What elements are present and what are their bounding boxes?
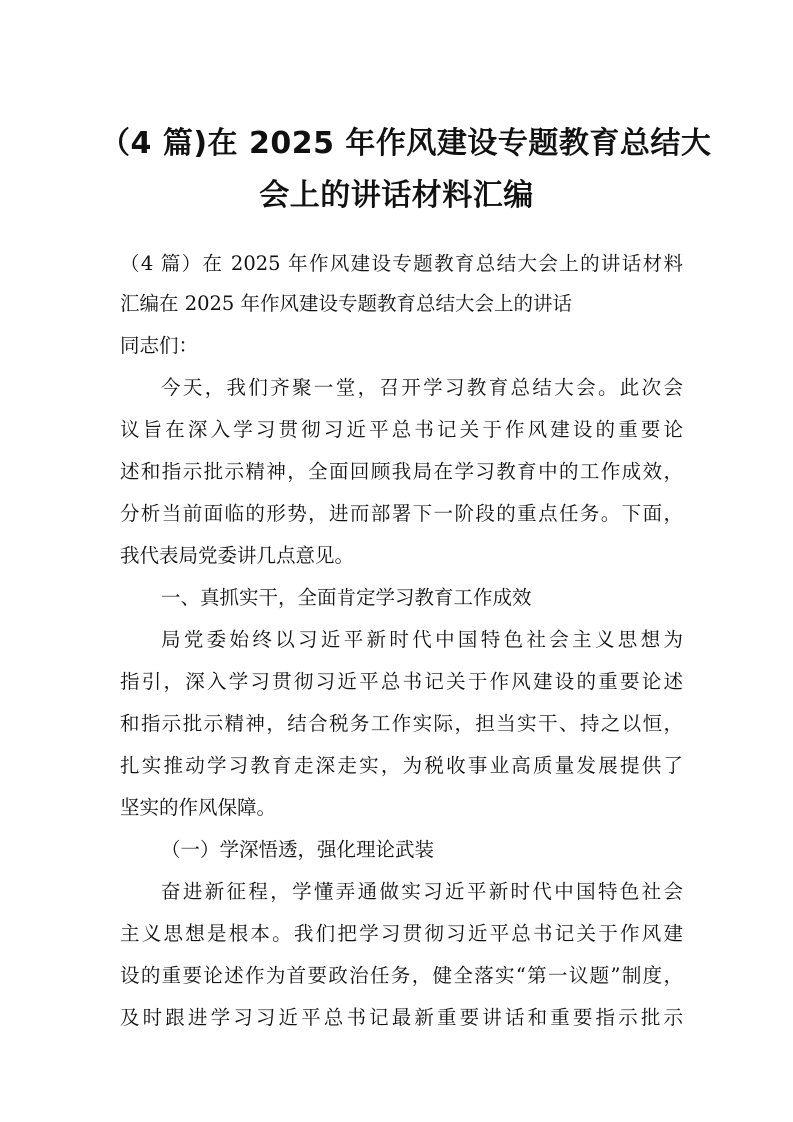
- subtitle-line-2: 汇编在 2025 年作风建设专题教育总结大会上的讲话: [120, 292, 573, 315]
- subheading-1: （一）学深悟透，强化理论武装: [161, 838, 435, 861]
- paragraph-2-line-4: 扎实推动学习教育走深走实，为税收事业高质量发展提供了: [120, 754, 683, 777]
- paragraph-2-line-1: 局党委始终以习近平新时代中国特色社会主义思想为: [161, 628, 683, 651]
- section-heading-1: 一、真抓实干，全面肯定学习教育工作成效: [161, 586, 532, 609]
- salutation: 同志们：: [120, 334, 199, 357]
- paragraph-1-line-3: 述和指示批示精神，全面回顾我局在学习教育中的工作成效，: [120, 460, 683, 483]
- title-line-1: （4 篇)在 2025 年作风建设专题教育总结大: [100, 126, 712, 161]
- paragraph-1-line-4: 分析当前面临的形势，进而部署下一阶段的重点任务。下面，: [120, 502, 683, 525]
- paragraph-3-line-3: 设的重要论述作为首要政治任务，健全落实“第一议题”制度，: [120, 964, 683, 987]
- paragraph-3-line-4: 及时跟进学习习近平总书记最新重要讲话和重要指示批示: [120, 1006, 683, 1029]
- paragraph-2-line-3: 和指示批示精神，结合税务工作实际，担当实干、持之以恒，: [120, 712, 683, 735]
- paragraph-1-line-1: 今天，我们齐聚一堂，召开学习教育总结大会。此次会: [161, 376, 683, 399]
- title-line-2: 会上的讲话材料汇编: [259, 178, 534, 213]
- paragraph-1-line-5: 我代表局党委讲几点意见。: [120, 544, 355, 567]
- paragraph-3-line-1: 奋进新征程，学懂弄通做实习近平新时代中国特色社会: [161, 880, 683, 903]
- paragraph-2-line-2: 指引，深入学习贯彻习近平总书记关于作风建设的重要论述: [120, 670, 683, 693]
- subtitle-line-1: （4 篇）在 2025 年作风建设专题教育总结大会上的讲话材料: [120, 252, 683, 275]
- paragraph-1-line-2: 议旨在深入学习贯彻习近平总书记关于作风建设的重要论: [120, 418, 683, 441]
- paragraph-3-line-2: 主义思想是根本。我们把学习贯彻习近平总书记关于作风建: [120, 922, 683, 945]
- paragraph-2-line-5: 坚实的作风保障。: [120, 796, 277, 819]
